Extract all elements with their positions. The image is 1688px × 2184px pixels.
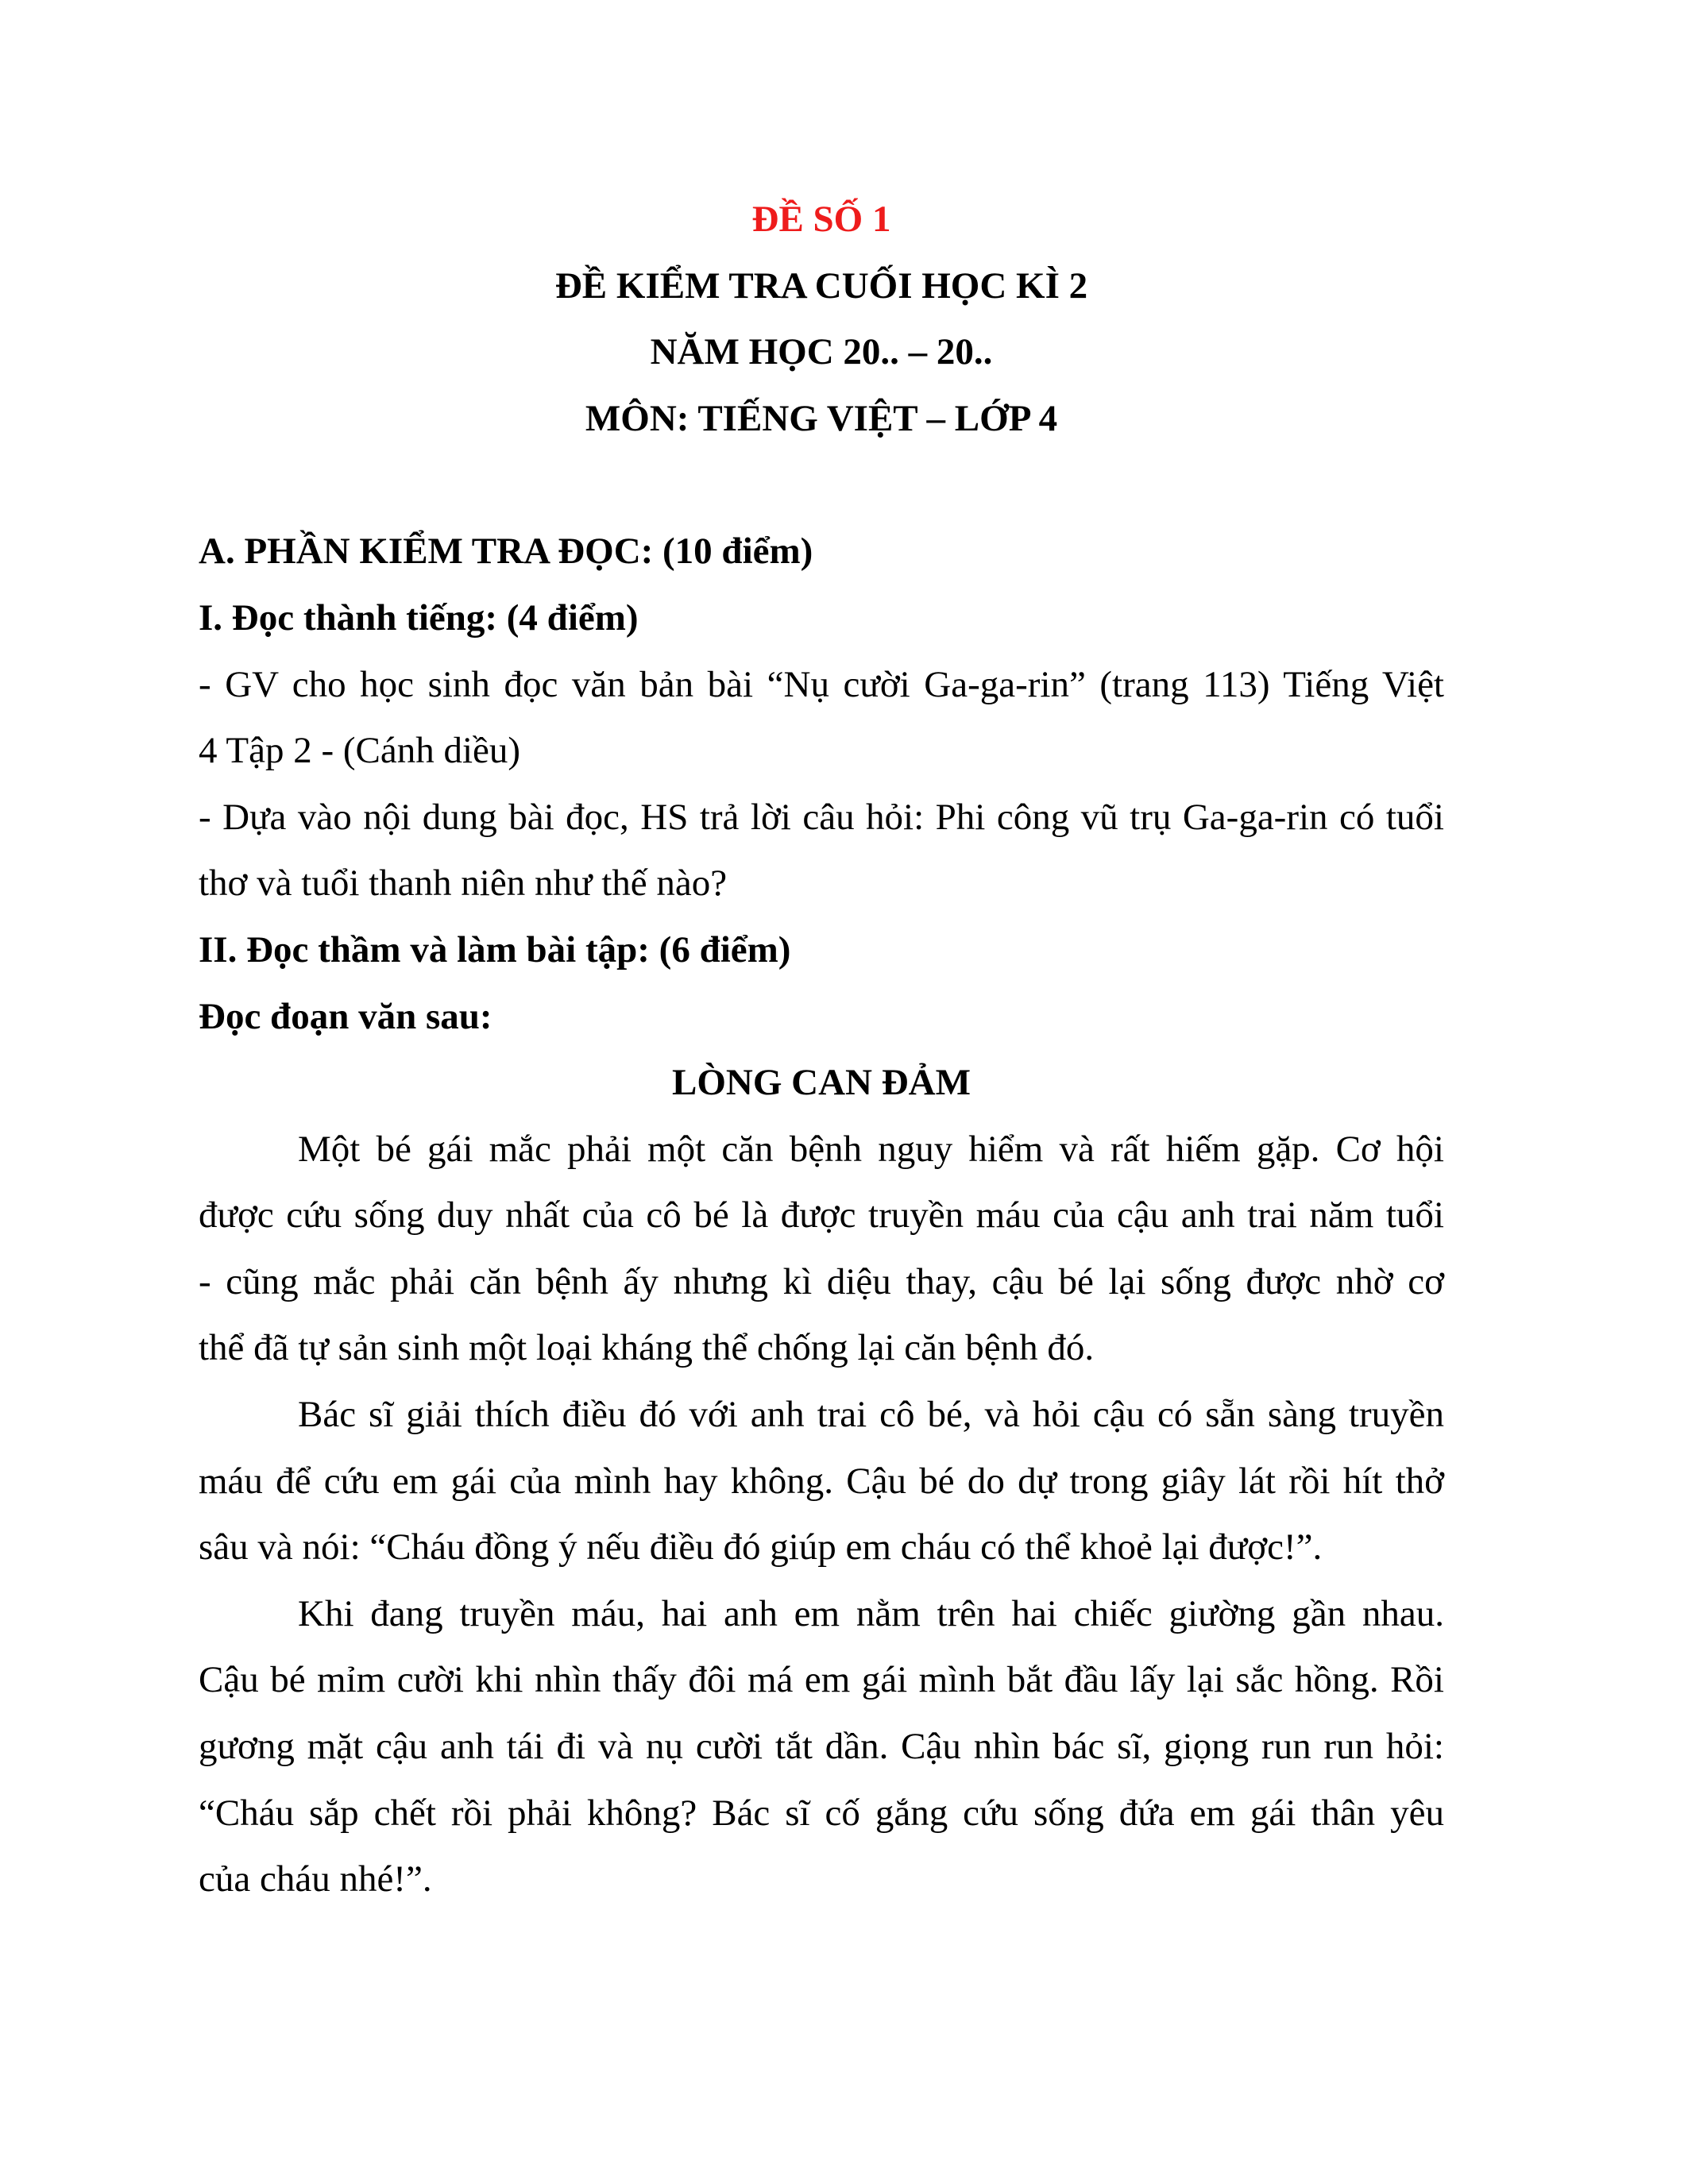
part-1-line: 4 Tập 2 - (Cánh diều) — [199, 730, 521, 771]
story-line: máu để cứu em gái của mình hay không. Cậu bé do dự trong giây lát rồi hít thở — [199, 1461, 1444, 1502]
story-line: Một bé gái mắc phải một căn bệnh nguy hiểm và rất hiếm gặp. Cơ hội — [298, 1129, 1444, 1170]
document-page — [199, 0, 1444, 2184]
story-line: được cứu sống duy nhất của cô bé là được truyền máu của cậu anh trai năm tuổi — [199, 1194, 1444, 1236]
story-line: Bác sĩ giải thích điều đó với anh trai cô bé, và hỏi cậu có sẵn sàng truyền — [298, 1394, 1444, 1435]
reading-instruction: Đọc đoạn văn sau: — [199, 996, 492, 1037]
part-1-line: thơ và tuổi thanh niên như thế nào? — [199, 862, 728, 904]
part-2-heading: II. Đọc thầm và làm bài tập: (6 điểm) — [199, 929, 791, 970]
story-line: “Cháu sắp chết rồi phải không? Bác sĩ cố gắng cứu sống đứa em gái thân yêu — [199, 1792, 1444, 1834]
part-1-heading: I. Đọc thành tiếng: (4 điểm) — [199, 597, 639, 639]
subject-line: MÔN: TIẾNG VIỆT – LỚP 4 — [585, 398, 1058, 439]
story-line: sâu và nói: “Cháu đồng ý nếu điều đó giúp em cháu có thể khoẻ lại được!”. — [199, 1526, 1323, 1568]
part-1-line: - Dựa vào nội dung bài đọc, HS trả lời câu hỏi: Phi công vũ trụ Ga-ga-rin có tuổi — [199, 797, 1444, 838]
story-line: Khi đang truyền máu, hai anh em nằm trên hai chiếc giường gần nhau. — [298, 1593, 1444, 1634]
exam-number: ĐỀ SỐ 1 — [751, 199, 891, 240]
story-line: thể đã tự sản sinh một loại kháng thể chống lại căn bệnh đó. — [199, 1327, 1095, 1368]
section-a-heading: A. PHẦN KIỂM TRA ĐỌC: (10 điểm) — [199, 531, 813, 572]
part-1-line: - GV cho học sinh đọc văn bản bài “Nụ cười Ga-ga-rin” (trang 113) Tiếng Việt — [199, 664, 1444, 705]
story-line: của cháu nhé!”. — [199, 1858, 432, 1900]
story-title: LÒNG CAN ĐẢM — [672, 1062, 971, 1103]
school-year: NĂM HỌC 20.. – 20.. — [650, 331, 993, 372]
exam-title: ĐỀ KIỂM TRA CUỐI HỌC KÌ 2 — [554, 265, 1088, 307]
story-line: - cũng mắc phải căn bệnh ấy nhưng kì diệu thay, cậu bé lại sống được nhờ cơ — [199, 1261, 1444, 1302]
story-line: Cậu bé mỉm cười khi nhìn thấy đôi má em gái mình bắt đầu lấy lại sắc hồng. Rồi — [199, 1659, 1444, 1700]
story-line: gương mặt cậu anh tái đi và nụ cười tắt dần. Cậu nhìn bác sĩ, giọng run run hỏi: — [199, 1726, 1444, 1767]
